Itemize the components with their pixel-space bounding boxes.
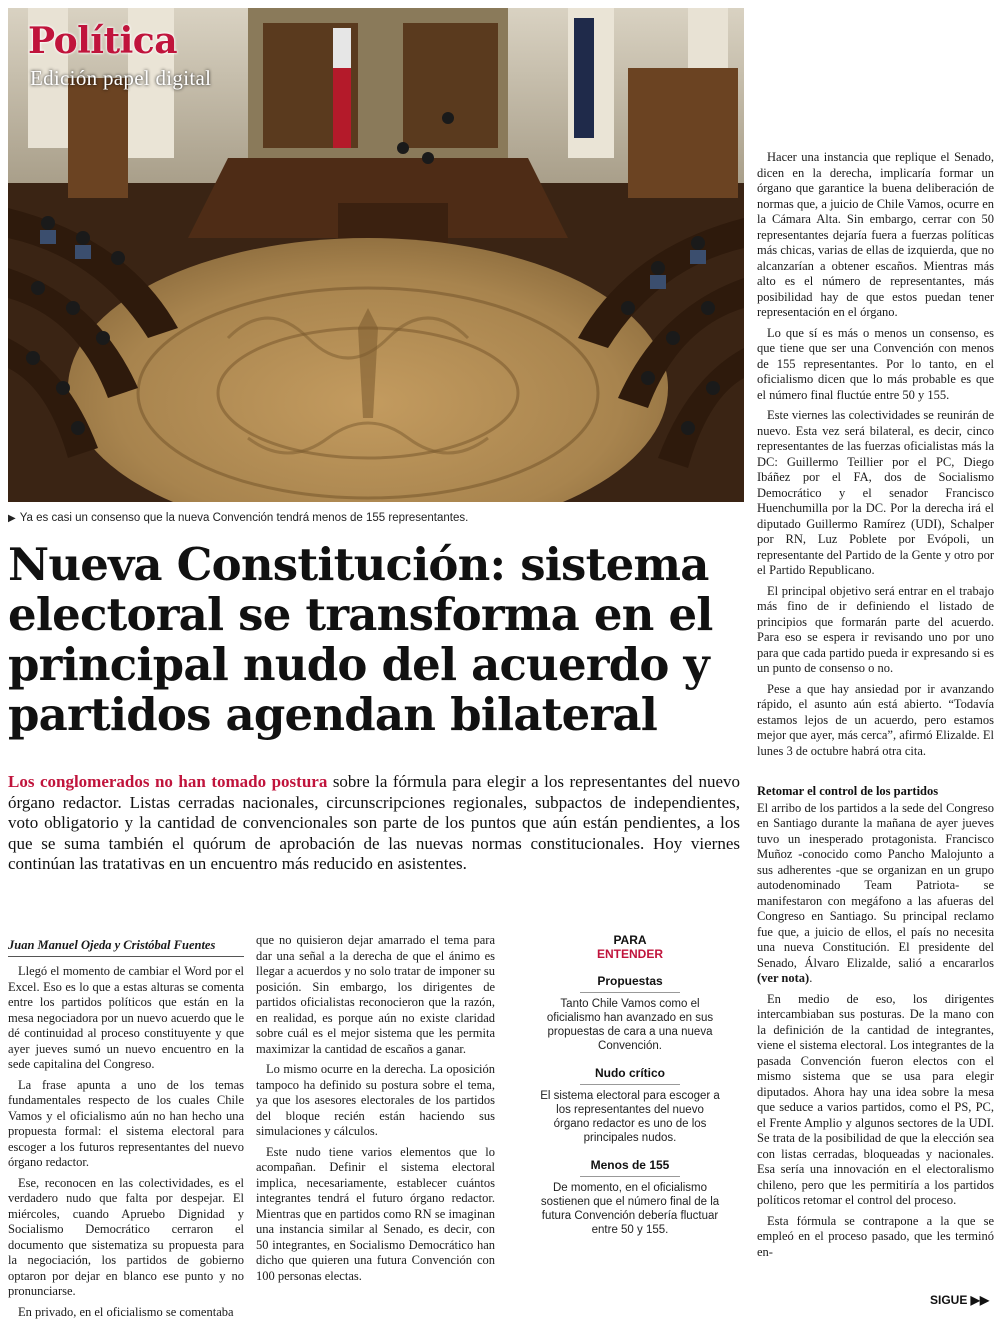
divider	[580, 1084, 680, 1085]
paragraph: En medio de eso, los dirigentes intercambiaban sus posturas. De la mano con la definición de la cantidad de integrantes, viene el sistema electoral. Los integrantes de la pasada Convención fueron electos con el mismo sistema que se usa para elegir diputados. Ahora hay una idea sobre la mesa que seduce a varios partidos, como el PS, PC, el Frente Amplio y algunos sectores de la UDI. Se trata de la posibilidad de que la elección sea con listas cerradas, bloqueadas y nacionales. Esa sería una innovación en el electoralismo chileno, pero que les permitiría a los partidos políticos retomar el control del proceso.	[757, 991, 994, 1207]
paragraph: Este viernes las colectividades se reunirán de nuevo. Esta vez será bilateral, es decir, cinco representantes de las fuerzas oficialistas más la DC: Guillermo Teillier por el PC, Diego Ibáñez por el FA, dos de Socialismo Democrático y el senador Francisco Huenchumilla por la DC. Por la derecha irá el diputado Guillermo Ramírez (UDI), Schalper por RN, Luz Poblete por Evópoli, un representante del Partido de la Gente y otro por el Partido Republicano.	[757, 408, 994, 577]
sidebar-item-title: Menos de 155	[590, 1158, 670, 1172]
paragraph: Llegó el momento de cambiar el Word por el Excel. Eso es lo que a estas alturas se comenta entre los partidos políticos que están en la mesa negociadora por un nuevo acuerdo que le dé continuidad al proceso constituyente y que ayer jueves sumó un nuevo encuentro en la sede capitalina del Congreso.	[8, 964, 244, 1071]
body-column-1	[8, 964, 244, 1325]
body-column-3-lower	[757, 784, 994, 1265]
paragraph: Lo que sí es más o menos un consenso, es que tiene que ser una Convención con menos de 155 representantes. Por lo tanto, en el oficialismo dicen que lo más probable es que el número final fluctúe entre 50 y 155.	[757, 325, 994, 402]
subheading: Retomar el control de los partidos	[757, 784, 939, 798]
paragraph: La frase apunta a uno de los temas fundamentales respecto de los cuales Chile Vamos y el oficialismo aún no han hecho una propuesta formal: el sistema electoral para escoger a los futuros representantes del nuevo órgano redactor.	[8, 1077, 244, 1169]
paragraph: Este nudo tiene varios elementos que lo acompañan. Definir el sistema electoral implica, necesariamente, establecer cuántos integrantes tendrá el futuro órgano redactor. Mientras que en partidos como RN se imaginan una instancia similar al Senado, es decir, con 50 integrantes, en Socialismo Democrático han dicho que quieren una futura Convención con 100 personas electas.	[256, 1144, 495, 1283]
paragraph: El principal objetivo será entrar en el trabajo más fino de ir definiendo el listado de principios que formarán parte del acuerdo. Para eso se espera ir revisando uno por uno para que cada partido pueda ir expresando si es un punto de consenso o no.	[757, 583, 994, 675]
continue-marker[interactable]: SIGUE ▶▶	[930, 1293, 990, 1307]
sidebar-heading-line1: PARA	[613, 933, 647, 947]
sidebar-item-title: Nudo crítico	[594, 1066, 665, 1080]
sidebar-item-title: Propuestas	[597, 974, 663, 988]
lead-text: sobre la fórmula para elegir a los representantes del nuevo órgano redactor. Listas cerradas nacionales, circunscripciones regionales, subpactos de independientes, voto obligatorio y la cantidad de convencionales son parte de los puntos que aún están pendientes, a los que se suma también el quórum de aprobación de las nuevas normas constitucionales. Hoy viernes continúan las tratativas en un encuentro más reducido en asistentes.	[8, 772, 741, 873]
paragraph: que no quisieron dejar amarrado el tema para dar una señal a la derecha de que el ánimo es llegar a acuerdos y no solo tratar de imponer su posición. Sin embargo, los dirigentes de partidos oficialistas reconocieron que la razón, en realidad, es porque aún no existe claridad sobre cuál es el mejor sistema que les permita maximizar la cantidad de escaños a ganar.	[256, 933, 495, 1056]
divider	[580, 992, 680, 993]
paragraph: El arribo de los partidos a la sede del Congreso en Santiago durante la mañana de ayer jueves tuvo un inesperado protagonista. Francisco Muñoz -conocido como Pancho Malojunto a sus adherentes -que se organizan en un grupo autodenominado Team Patriota- se manifestaron con megáfono a las afueras del Congreso en Santiago. Su principal reclamo fue que, a juicio de ellos, el país no necesita una nueva Constitución. El presidente del Senado, Álvaro Elizalde, salió a encararlos (ver nota).	[757, 800, 994, 985]
sidebar-item	[540, 1066, 720, 1145]
lead-highlight: Los conglomerados no han tomado postura	[8, 772, 328, 791]
caption-arrow-icon: ▶	[8, 513, 16, 524]
paragraph: Ese, reconocen en las colectividades, es el verdadero nudo que falta por despejar. El miércoles, cuando Apruebo Dignidad y Socialismo Democrático cerraron el documento que sistematiza su propuesta para la negociación, los partidos de gobierno optaron por dejar en blanco ese punto y no pronunciarse.	[8, 1175, 244, 1298]
sidebar-item	[540, 974, 720, 1053]
byline: Juan Manuel Ojeda y Cristóbal Fuentes	[8, 938, 244, 957]
sidebar-item-text: De momento, en el oficialismo sostienen que el número final de la futura Convención debería fluctuar entre 50 y 155.	[540, 1182, 720, 1236]
paragraph: En privado, en el oficialismo se comentaba	[18, 1304, 234, 1319]
edition-label: Edición papel digital	[30, 66, 212, 90]
lead-paragraph	[8, 772, 740, 875]
sidebar-item	[540, 1158, 720, 1237]
sidebar-item-text: El sistema electoral para escoger a los representantes del nuevo órgano redactor es uno de los principales nudos.	[540, 1090, 720, 1144]
divider	[580, 1176, 680, 1177]
body-column-2	[256, 933, 495, 1289]
photo-caption	[8, 512, 744, 524]
headline: Nueva Constitución: sistema electoral se transforma en el principal nudo del acuerdo y partidos agendan bilateral	[8, 538, 713, 741]
paragraph: Hacer una instancia que replique el Senado, dicen en la derecha, implicaría formar un órgano que garantice la buena deliberación de normas que, a juicio de Chile Vamos, ocurre en la Cámara Alta. Sin embargo, cerrar con 50 representantes dejaría fuera a fuerzas políticas más chicas, varias de ellas de izquierda, que no alcanzarían a obtener escaños. Mientras más alto es el número de representantes, más posibilidad hay de que estos puedan tener representación en el órgano.	[757, 150, 994, 319]
body-column-3	[757, 150, 994, 764]
caption-text: Ya es casi un consenso que la nueva Convención tendrá menos de 155 representantes.	[19, 512, 469, 524]
paragraph: Pese a que hay ansiedad por ir avanzando rápido, el asunto aún está abierto. “Todavía estamos lejos de un acuerdo, pero estamos mejor que ayer, más cerca”, afirmó Elizalde. El lunes 3 de octubre habrá otra cita.	[757, 681, 994, 758]
paragraph: Lo mismo ocurre en la derecha. La oposición tampoco ha definido su postura sobre el tema, ya que los asesores electorales de los partidos del bloque recién están haciendo sus simulaciones y cálculos.	[256, 1062, 495, 1138]
section-title: Política	[28, 20, 178, 62]
paragraph-text: El arribo de los partidos a la sede del Congreso en Santiago durante la mañana de ayer jueves tuvo un inesperado protagonista. Francisco Muñoz -conocido como Pancho Malojunto a sus adherentes -que se organizan en un grupo autodenominado Team Patriota- se manifestaron con megáfono a las afueras del Congreso en Santiago. Su principal reclamo fue que, a juicio de ellos, el país no necesita una nueva Constitución. El presidente del Senado, Álvaro Elizalde, salió a encararlos	[757, 800, 994, 970]
sidebar-item-text: Tanto Chile Vamos como el oficialismo han avanzado en sus propuestas de cara a una nueva Convención.	[546, 998, 714, 1052]
sidebar-heading	[540, 933, 720, 961]
ver-nota-link[interactable]: (ver nota)	[757, 971, 810, 985]
sidebar-heading-line2: ENTENDER	[596, 947, 663, 961]
paragraph: Esta fórmula se contrapone a la que se empleó en el proceso pasado, que les terminó en-	[757, 1213, 994, 1259]
sidebar-para-entender	[540, 933, 720, 1237]
